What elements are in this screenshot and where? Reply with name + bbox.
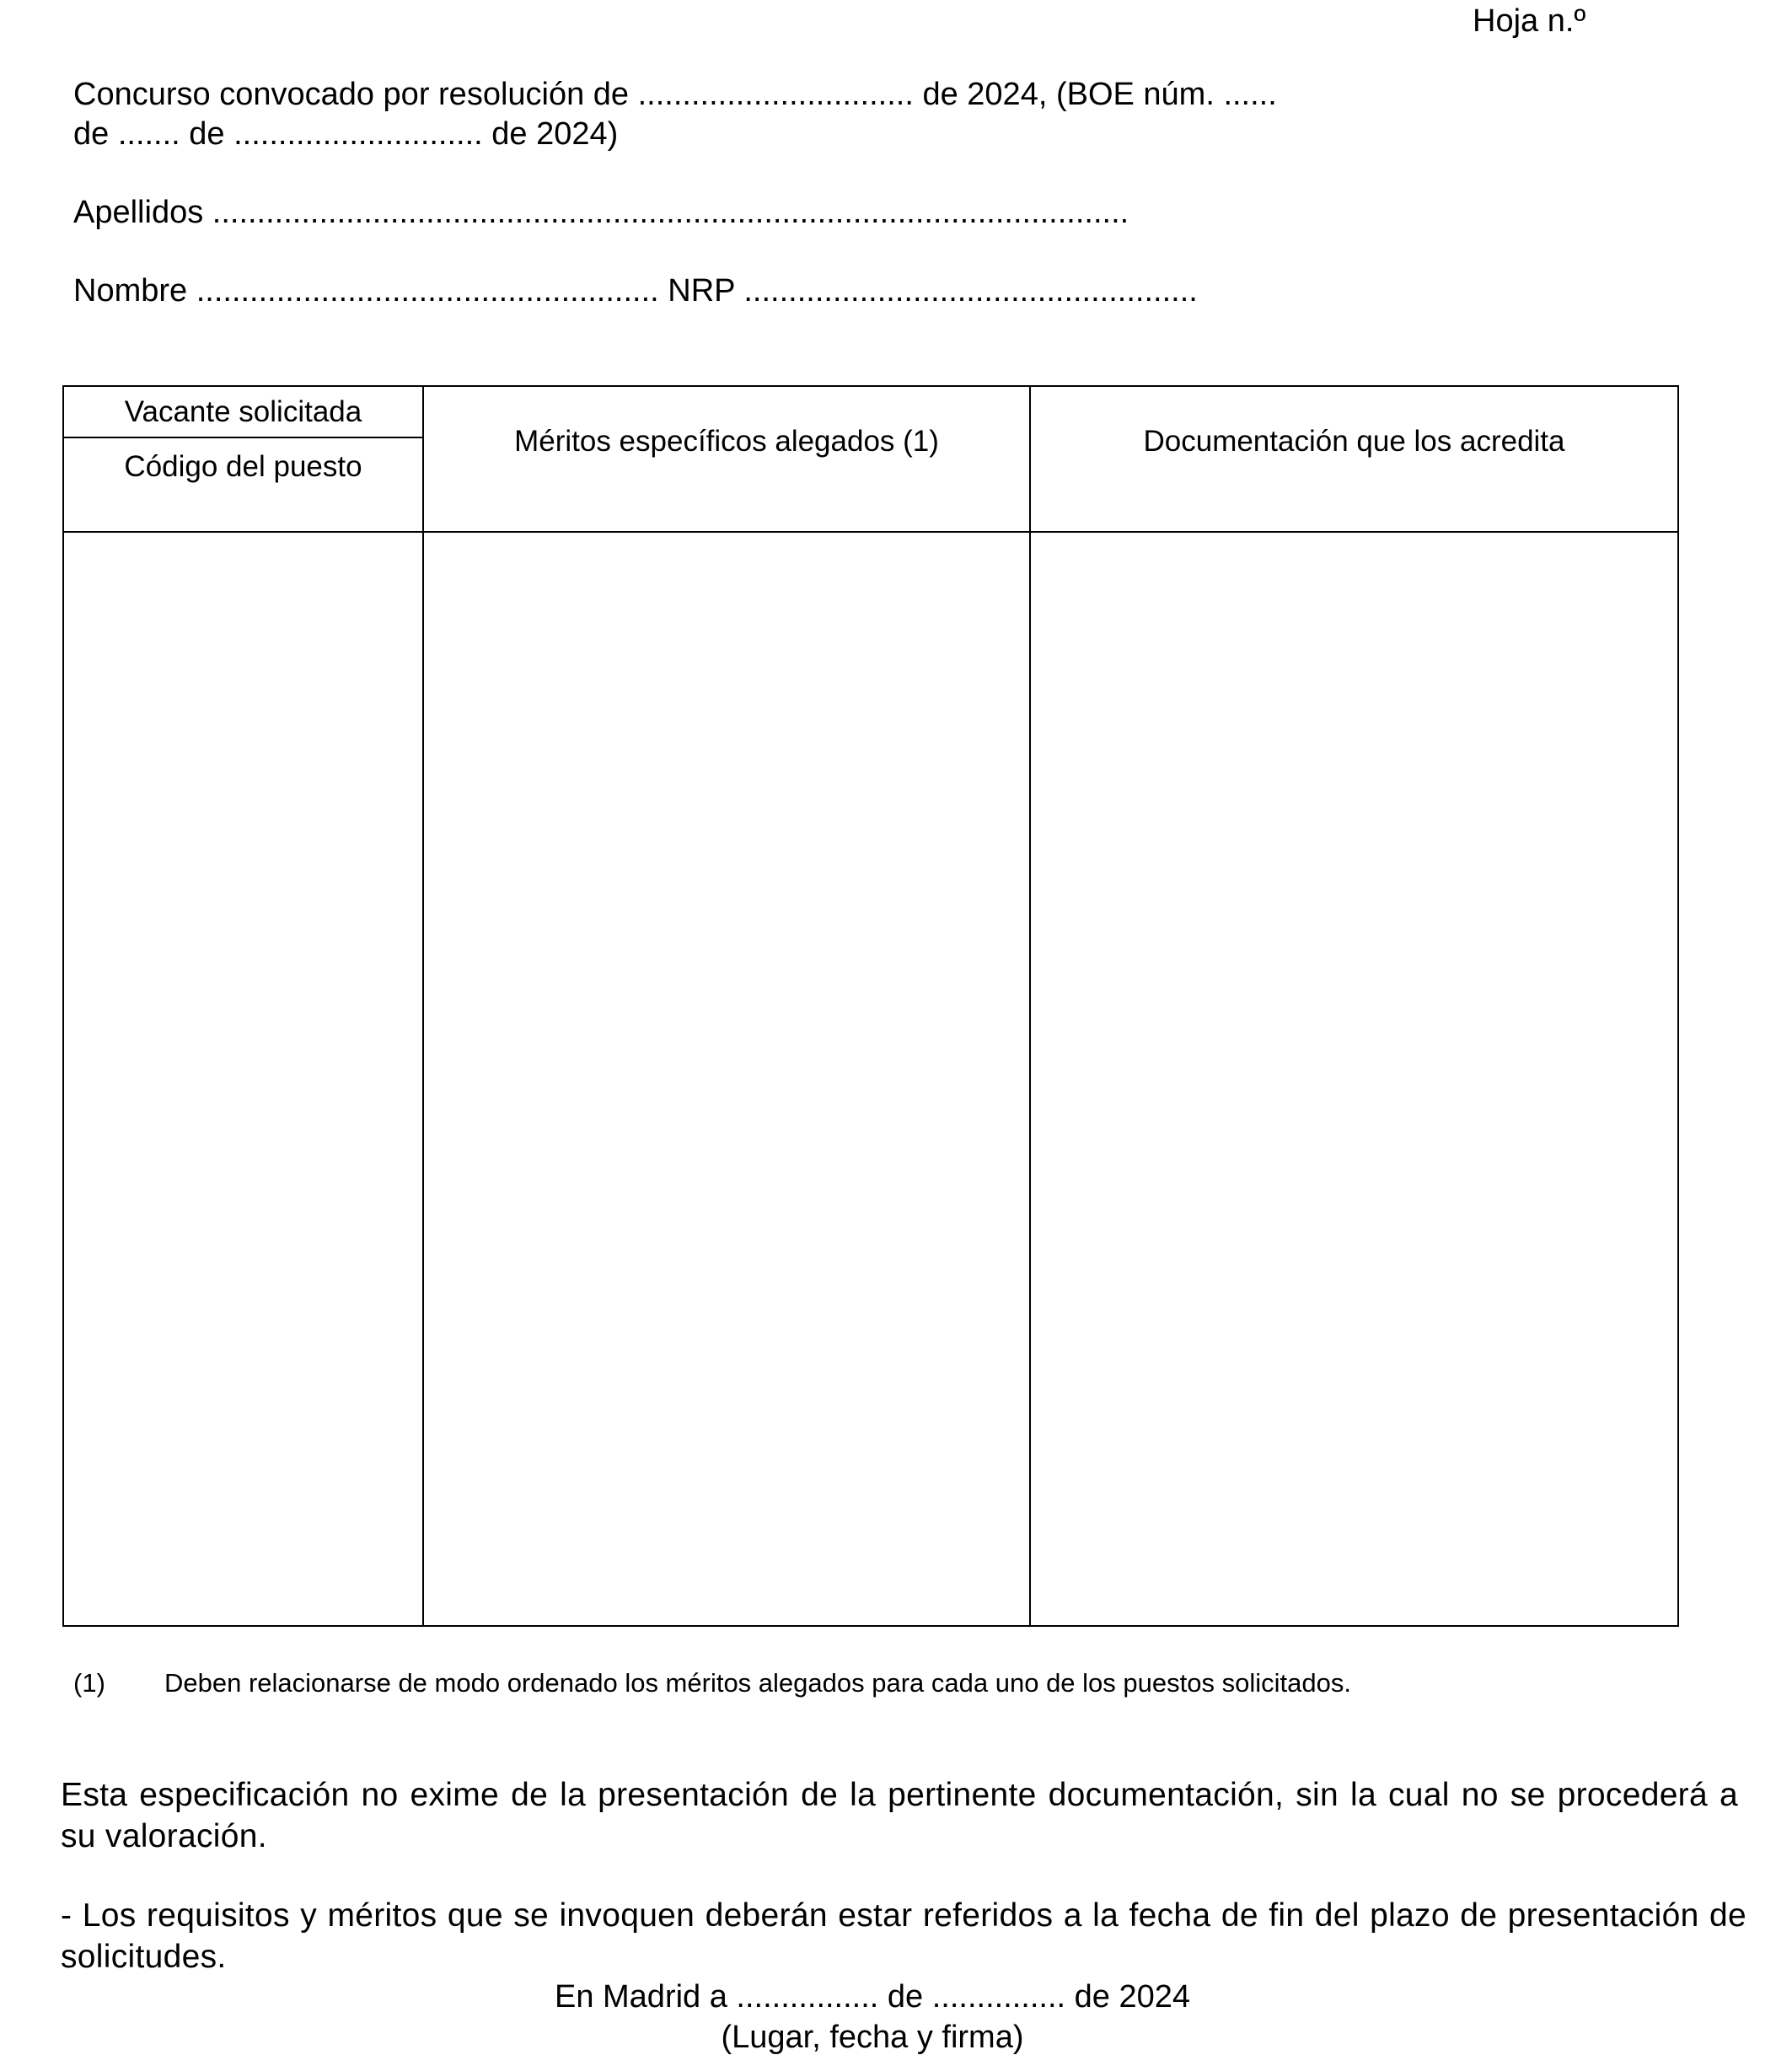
documentation-input-cell[interactable] [1030, 532, 1678, 1626]
documentation-header-cell [1030, 386, 1678, 532]
place-date-line[interactable]: En Madrid a ................ de ............... de 2024 [554, 1979, 1191, 2015]
merits-input-cell[interactable] [423, 532, 1030, 1626]
merits-header-cell [423, 386, 1030, 532]
apellidos-field[interactable]: Apellidos ....................................................................................................... [73, 195, 1129, 230]
note-paragraph-1: Esta especificación no exime de la presentación de la pertinente documentación, sin la cual no se procederá a su valoración. [61, 1777, 1738, 1854]
merits-table [62, 385, 1679, 1627]
documentation-header: Documentación que los acredita [1143, 424, 1565, 458]
note-paragraph-2: - Los requisitos y méritos que se invoquen deberán estar referidos a la fecha de fin del plazo de presentación de solicitudes. [61, 1897, 1746, 1975]
concurso-line-2[interactable]: de ....... de ............................ de 2024) [73, 116, 619, 152]
position-code-header: Código del puesto [124, 450, 362, 483]
table-row [63, 532, 1678, 1626]
vacancy-requested-header: Vacante solicitada [64, 387, 422, 438]
vacancy-header-cell [63, 386, 423, 532]
merits-header: Méritos específicos alegados (1) [514, 424, 939, 458]
table-header-row [63, 386, 1678, 532]
nombre-nrp-field[interactable]: Nombre .................................................... NRP ................................................... [73, 273, 1198, 309]
concurso-line-1[interactable]: Concurso convocado por resolución de ............................... de 2024, (BOE núm. ...... [73, 77, 1277, 112]
footnote-marker: (1) [73, 1668, 105, 1698]
position-code-input-cell[interactable] [63, 532, 423, 1626]
signature-caption: (Lugar, fecha y firma) [721, 2020, 1024, 2055]
sheet-number-label: Hoja n.º [1473, 3, 1586, 39]
footnote-text: Deben relacionarse de modo ordenado los méritos alegados para cada uno de los puestos solicitados. [164, 1668, 1351, 1698]
